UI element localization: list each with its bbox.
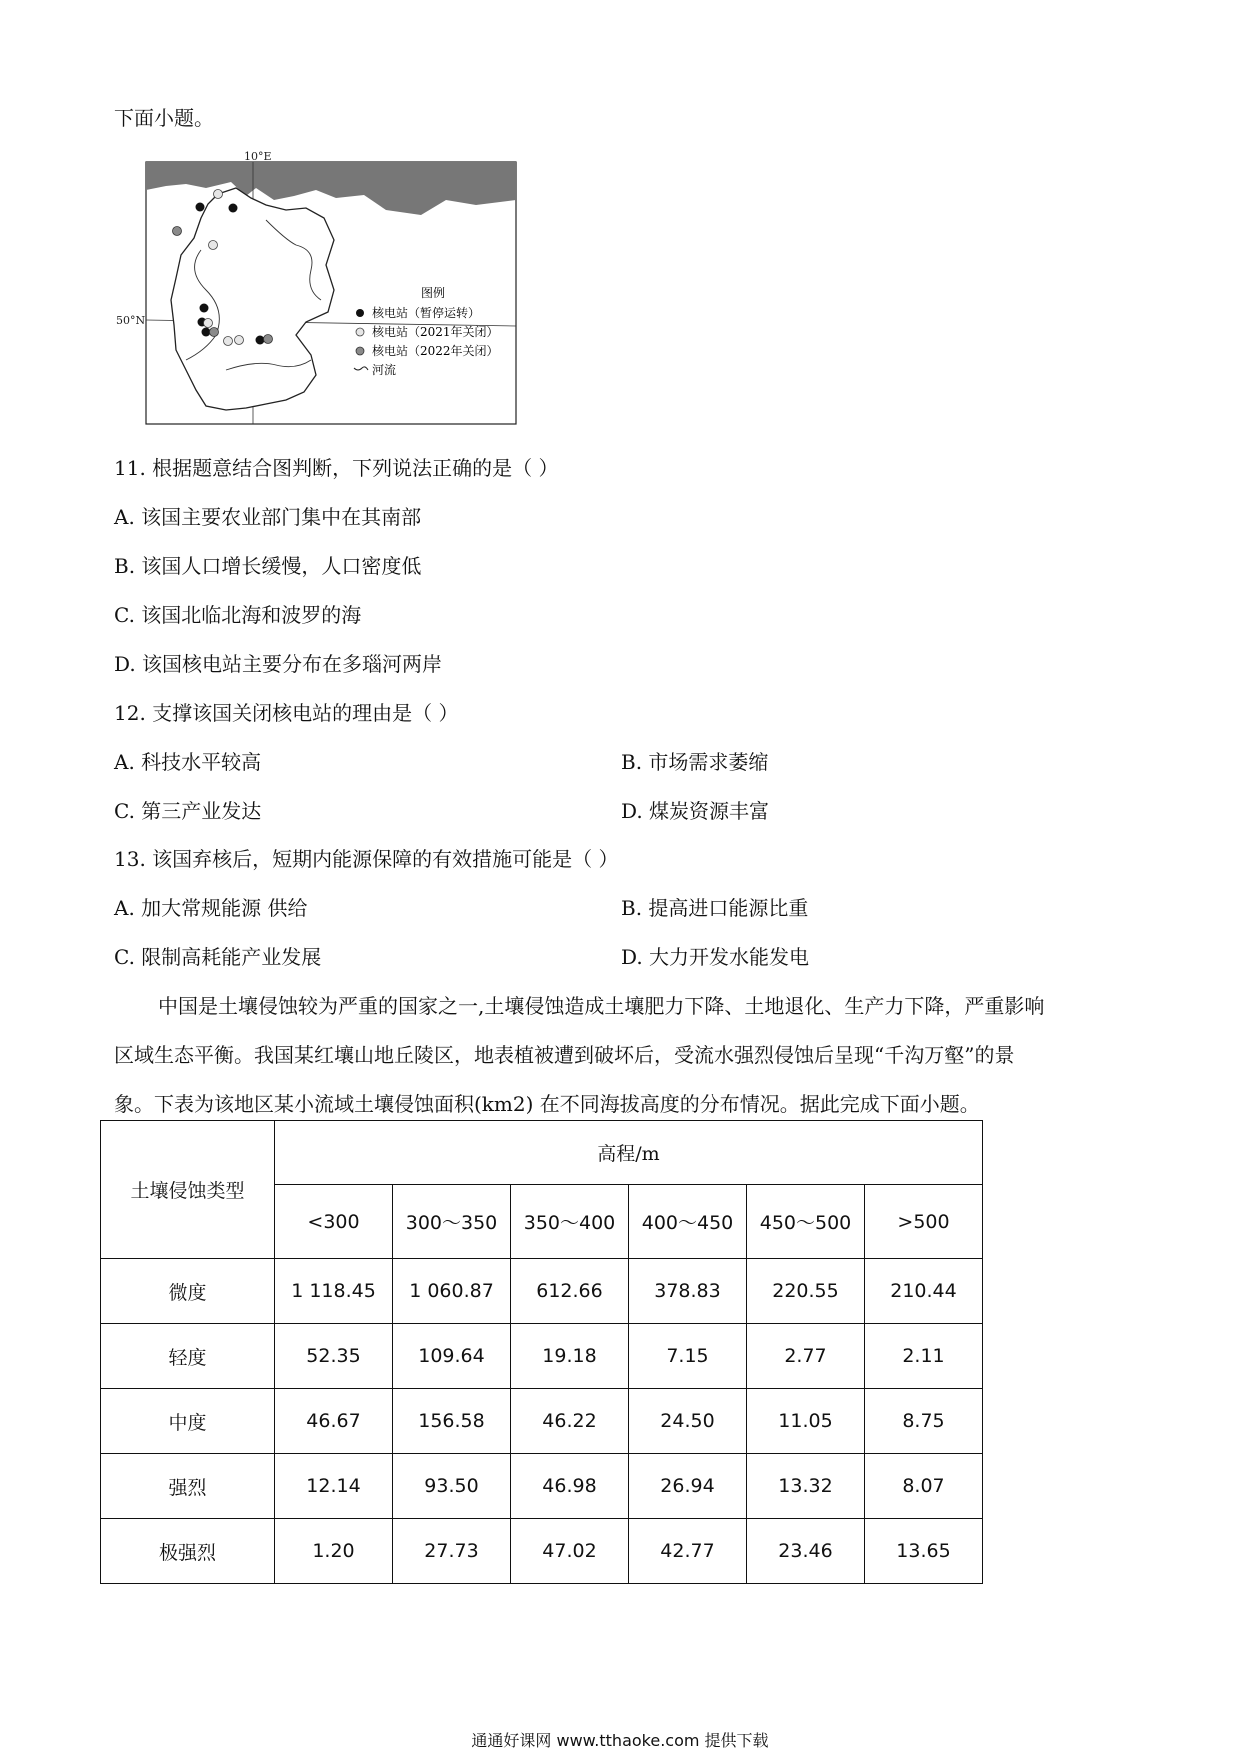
longitude-label: 10°E: [244, 150, 272, 163]
table-col-header: >500: [865, 1185, 983, 1259]
table-cell: 11.05: [747, 1389, 865, 1454]
legend-item-suspended: [356, 305, 480, 320]
plant-closed-2021: [214, 190, 223, 199]
table-col-header: <300: [275, 1185, 393, 1259]
svg-text:河流: 河流: [372, 363, 397, 377]
table-col-header: 450～500: [747, 1185, 865, 1259]
table-row-type: 极强烈: [101, 1519, 275, 1584]
table-cell: 19.18: [511, 1324, 629, 1389]
table-cell: 1 118.45: [275, 1259, 393, 1324]
table-row-type: 中度: [101, 1389, 275, 1454]
plant-suspended: [229, 204, 238, 213]
footer-credit[interactable]: 通通好课网 www.tthaoke.com 提供下载: [471, 1731, 769, 1750]
table-row: [101, 1324, 983, 1389]
latitude-label: 50°N: [116, 314, 146, 327]
table-cell: 24.50: [629, 1389, 747, 1454]
table-cell: 27.73: [393, 1519, 511, 1584]
q11-option-c[interactable]: C. 该国北临北海和波罗的海: [114, 603, 362, 627]
table-cell: 13.32: [747, 1454, 865, 1519]
table-cell: 210.44: [865, 1259, 983, 1324]
table-row: [101, 1389, 983, 1454]
plant-suspended: [256, 336, 265, 345]
table-cell: 612.66: [511, 1259, 629, 1324]
country-outline: [171, 188, 334, 410]
question-13-stem: 13. 该国弃核后，短期内能源保障的有效措施可能是（ ）: [114, 847, 619, 871]
table-cell: 2.11: [865, 1324, 983, 1389]
river-icon: [354, 367, 368, 370]
germany-nuclear-map: [116, 150, 536, 426]
q12-option-a[interactable]: A. 科技水平较高: [114, 750, 262, 774]
table-cell: 47.02: [511, 1519, 629, 1584]
table-cell: 2.77: [747, 1324, 865, 1389]
plant-closed-2022: [210, 328, 219, 337]
plant-closed-2021: [224, 337, 233, 346]
table-cell: 42.77: [629, 1519, 747, 1584]
table-cell: 46.98: [511, 1454, 629, 1519]
table-cell: 8.07: [865, 1454, 983, 1519]
table-cell: 7.15: [629, 1324, 747, 1389]
table-cell: 13.65: [865, 1519, 983, 1584]
table-cell: 1 060.87: [393, 1259, 511, 1324]
q13-option-b[interactable]: B. 提高进口能源比重: [621, 896, 809, 920]
q12-option-b[interactable]: B. 市场需求萎缩: [621, 750, 769, 774]
question-12-stem: 12. 支撑该国关闭核电站的理由是（ ）: [114, 701, 459, 725]
table-col-header: 350～400: [511, 1185, 629, 1259]
plant-closed-2021: [204, 319, 213, 328]
plant-closed-2021: [209, 241, 218, 250]
table-cell: 12.14: [275, 1454, 393, 1519]
legend-item-closed-2021: [356, 324, 499, 339]
legend-item-closed-2022: [356, 343, 499, 358]
passage-line-1: 中国是土壤侵蚀较为严重的国家之一,土壤侵蚀造成土壤肥力下降、土地退化、生产力下降，严重影响: [158, 994, 1045, 1018]
table-row-type: 微度: [101, 1259, 275, 1324]
table-cell: 156.58: [393, 1389, 511, 1454]
table-cell: 109.64: [393, 1324, 511, 1389]
table-cell: 1.20: [275, 1519, 393, 1584]
table-cell: 220.55: [747, 1259, 865, 1324]
table-cell: 46.67: [275, 1389, 393, 1454]
svg-text:核电站（2021年关闭）: 核电站（2021年关闭）: [372, 325, 499, 339]
q11-option-b[interactable]: B. 该国人口增长缓慢，人口密度低: [114, 554, 422, 578]
intro-tail-text: 下面小题。: [114, 106, 214, 130]
table-cell: 46.22: [511, 1389, 629, 1454]
q11-option-d[interactable]: D. 该国核电站主要分布在多瑙河两岸: [114, 652, 443, 676]
passage-line-3: 象。下表为该地区某小流域土壤侵蚀面积(km2) 在不同海拔高度的分布情况。据此完成下面小题。: [114, 1092, 980, 1116]
q12-option-d[interactable]: D. 煤炭资源丰富: [621, 799, 770, 823]
table-cell: 52.35: [275, 1324, 393, 1389]
table-corner-header: 土壤侵蚀类型: [101, 1121, 275, 1259]
table-cell: 26.94: [629, 1454, 747, 1519]
plant-closed-2021: [235, 336, 244, 345]
legend-item-river: [354, 362, 396, 377]
table-row-type: 强烈: [101, 1454, 275, 1519]
plant-closed-2022: [264, 335, 273, 344]
q13-option-d[interactable]: D. 大力开发水能发电: [621, 945, 810, 969]
q13-option-c[interactable]: C. 限制高耗能产业发展: [114, 945, 322, 969]
table-row: [101, 1519, 983, 1584]
question-11-stem: 11. 根据题意结合图判断，下列说法正确的是（ ）: [114, 456, 559, 480]
table-col-header: 400～450: [629, 1185, 747, 1259]
q11-option-a[interactable]: A. 该国主要农业部门集中在其南部: [114, 505, 422, 529]
q12-option-c[interactable]: C. 第三产业发达: [114, 799, 262, 823]
table-row: [101, 1259, 983, 1324]
plant-suspended: [196, 203, 205, 212]
svg-text:核电站（暂停运转）: 核电站（暂停运转）: [372, 306, 481, 320]
legend-title: 图例: [421, 286, 446, 300]
table-col-header: 300～350: [393, 1185, 511, 1259]
table-group-header: 高程/m: [275, 1121, 983, 1185]
q13-option-a[interactable]: A. 加大常规能源 供给: [114, 896, 308, 920]
svg-text:核电站（2022年关闭）: 核电站（2022年关闭）: [372, 344, 499, 358]
table-cell: 378.83: [629, 1259, 747, 1324]
table-row: [101, 1454, 983, 1519]
table-cell: 8.75: [865, 1389, 983, 1454]
passage-line-2: 区域生态平衡。我国某红壤山地丘陵区，地表植被遭到破坏后，受流水强烈侵蚀后呈现“千沟万壑”的景: [114, 1043, 1015, 1067]
plant-closed-2022: [173, 227, 182, 236]
plant-suspended: [200, 304, 209, 313]
table-row-type: 轻度: [101, 1324, 275, 1389]
table-cell: 23.46: [747, 1519, 865, 1584]
table-cell: 93.50: [393, 1454, 511, 1519]
erosion-table: [100, 1120, 983, 1584]
